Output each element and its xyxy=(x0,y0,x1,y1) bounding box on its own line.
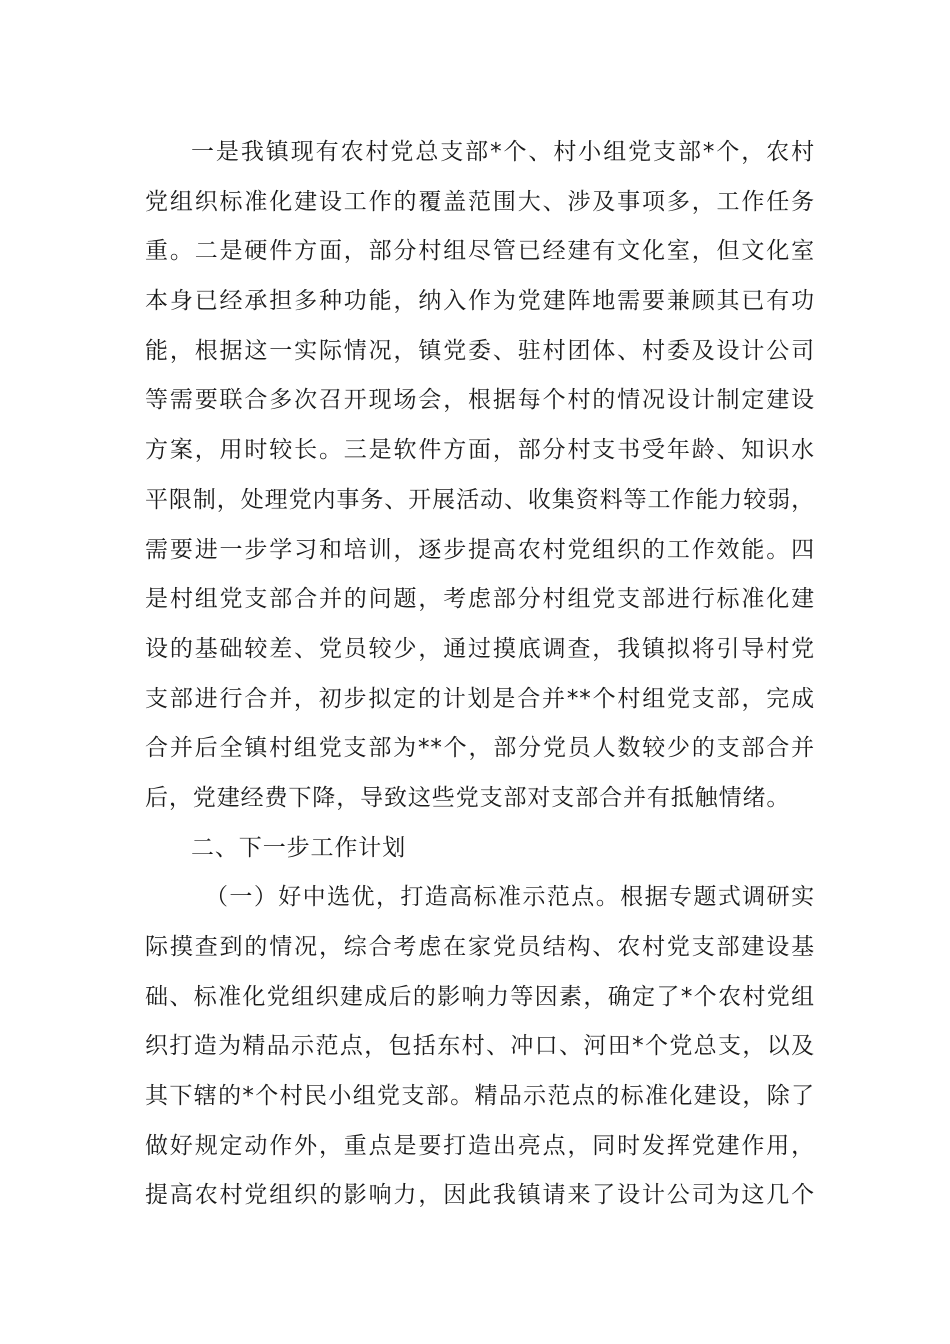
text-line: 设的基础较差、党员较少，通过摸底调查，我镇拟将引导村党 xyxy=(145,635,815,662)
text-line: 能，根据这一实际情况，镇党委、驻村团体、村委及设计公司 xyxy=(145,337,815,364)
text-line: 支部进行合并，初步拟定的计划是合并**个村组党支部，完成 xyxy=(145,685,815,712)
section-heading: 二、下一步工作计划 xyxy=(191,834,407,861)
text-line: 党组织标准化建设工作的覆盖范围大、涉及事项多，工作任务 xyxy=(145,188,815,215)
text-line: 做好规定动作外，重点是要打造出亮点，同时发挥党建作用， xyxy=(145,1132,815,1159)
text-line: 方案，用时较长。三是软件方面，部分村支书受年龄、知识水 xyxy=(145,437,815,464)
text-line: 一是我镇现有农村党总支部*个、村小组党支部*个，农村 xyxy=(191,139,815,165)
text-line: 际摸查到的情况，综合考虑在家党员结构、农村党支部建设基 xyxy=(145,934,815,960)
text-line: （一）好中选优，打造高标准示范点。根据专题式调研实 xyxy=(205,884,815,911)
text-line: 后，党建经费下降，导致这些党支部对支部合并有抵触情绪。 xyxy=(145,784,791,811)
body-text xyxy=(145,128,815,1221)
text-line: 需要进一步学习和培训，逐步提高农村党组织的工作效能。四 xyxy=(145,536,815,563)
text-line: 提高农村党组织的影响力，因此我镇请来了设计公司为这几个 xyxy=(145,1182,815,1209)
text-line: 等需要联合多次召开现场会，根据每个村的情况设计制定建设 xyxy=(145,387,815,414)
text-line: 本身已经承担多种功能，纳入作为党建阵地需要兼顾其已有功 xyxy=(145,288,815,315)
text-line: 是村组党支部合并的问题，考虑部分村组党支部进行标准化建 xyxy=(145,586,815,613)
text-line: 平限制，处理党内事务、开展活动、收集资料等工作能力较弱， xyxy=(145,486,815,513)
text-line: 重。二是硬件方面，部分村组尽管已经建有文化室，但文化室 xyxy=(145,238,815,265)
text-line: 其下辖的*个村民小组党支部。精品示范点的标准化建设，除了 xyxy=(145,1083,815,1110)
text-line: 础、标准化党组织建成后的影响力等因素，确定了*个农村党组 xyxy=(145,983,815,1010)
text-line: 织打造为精品示范点，包括东村、冲口、河田*个党总支，以及 xyxy=(145,1033,815,1060)
text-line: 合并后全镇村组党支部为**个，部分党员人数较少的支部合并 xyxy=(145,735,815,762)
